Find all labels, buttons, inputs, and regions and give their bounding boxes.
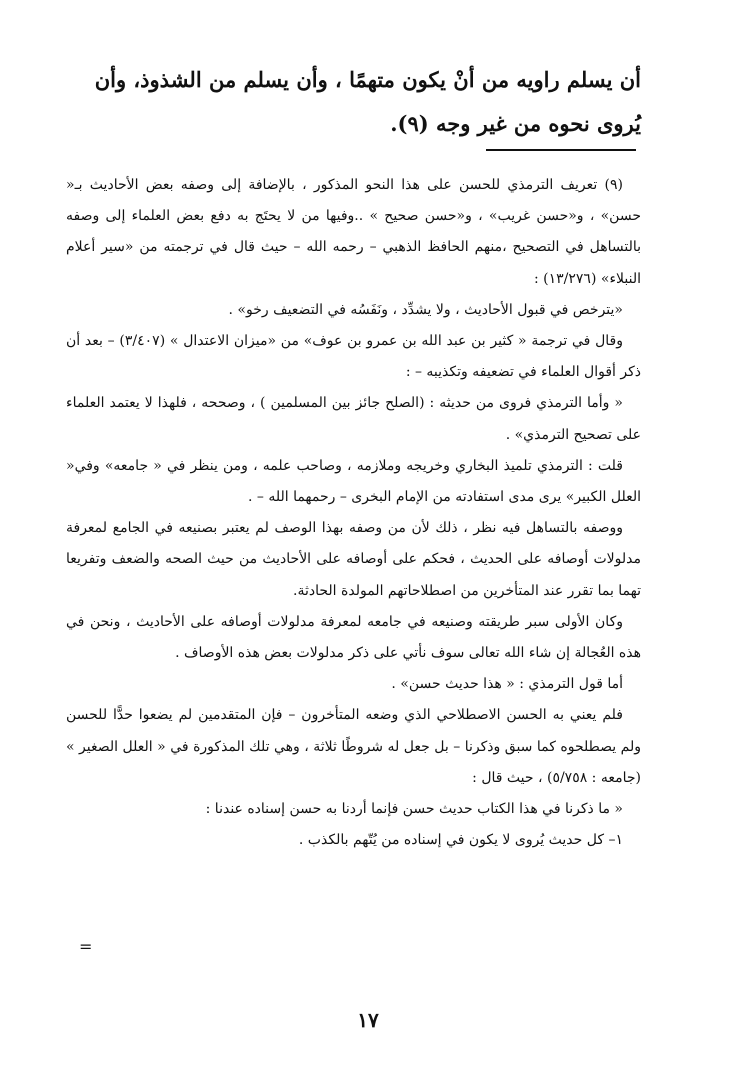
footnote-paragraph: قلت : الترمذي تلميذ البخاري وخريجه وملازمه ، وصاحب علمه ، ومن ينظر في « جامعه» وفي« العلل الكبير» يرى مدى استفادته من الإمام البخرى – رحمهما الله – .: [66, 457, 641, 506]
footnote-quote: « ما ذكرنا في هذا الكتاب حديث حسن فإنما أردنا به حسن إسناده عندنا :: [205, 801, 623, 818]
main-text: أن يسلم راويه من أنْ يكون متهمًا ، وأن يسلم من الشذوذ، وأن يُروى نحوه من غير وجه (٩).: [94, 67, 641, 136]
footnote-quote: «يترخص في قبول الأحاديث ، ولا يشدِّد ، ونَفَسُه في التضعيف رخو» .: [228, 301, 623, 318]
footnote-quote: « وأما الترمذي فروى من حديثه : (الصلح جائز بين المسلمين ) ، وصححه ، فلهذا لا يعتمد العلماء على تصحيح الترمذي» .: [66, 395, 641, 443]
continuation-marker: =: [79, 937, 93, 956]
footnote-paragraph: (٩) تعريف الترمذي للحسن على هذا النحو المذكور ، بالإضافة إلى وصفه بعض الأحاديث بـ« حسن» ، و«حسن غريب» ، و«حسن صحيح » ..وفيها من لا يحتَج به دفع بعض العلماء إلى وصفه بالتساهل في التصحيح ،منهم الحافظ الذهبي – رحمه الله – حيث قال في ترجمته من «سير أعلام النبلاء» (١٣/٢٧٦) :: [66, 177, 641, 287]
footnote-paragraph: وقال في ترجمة « كثير بن عبد الله بن عمرو بن عوف» من «ميزان الاعتدال » (٣/٤٠٧) – بعد أن ذكر أقوال العلماء في تضعيفه وتكذيبه – :: [66, 333, 641, 381]
footnote-separator: [486, 149, 636, 151]
footnotes: [66, 170, 641, 856]
footnote-paragraph: ووصفه بالتساهل فيه نظر ، ذلك لأن من وصفه بهذا الوصف لم يعتبر بصنيعه في الجامع لمعرفة مدلولات أوصافه على الحديث ، فحكم على أوصافه على الأحاديث من حيث الصحه والضعف وتفريعا تهما بما تقرر عند المتأخرين من اصطلاحاتهم المولدة الحادثة.: [66, 520, 641, 599]
page-number: ١٧: [357, 1008, 379, 1032]
footnote-paragraph: وكان الأولى سبر طريقته وصنيعه في جامعه لمعرفة مدلولات أوصافه على الأحاديث ، ونحن في هذه العُجالة إن شاء الله تعالى سوف نأتي على ذكر مدلولات بعض هذه الأوصاف .: [66, 613, 641, 662]
footnote-paragraph: فلم يعني به الحسن الاصطلاحي الذي وضعه المتأخرون – فإن المتقدمين لم يضعوا حدًّا للحسن ولم يصطلحوه كما سبق وذكرنا – بل جعل له شروطًا ثلاثة ، وهي تلك المذكورة في « العلل الصغير » (جامعه : ٥/٧٥٨) ، حيث قال :: [66, 707, 641, 786]
footnote-paragraph: أما قول الترمذي : « هذا حديث حسن» .: [391, 676, 623, 693]
footnote-list-item: ١– كل حديث يُروى لا يكون في إسناده من يُتّهم بالكذب .: [298, 832, 623, 849]
